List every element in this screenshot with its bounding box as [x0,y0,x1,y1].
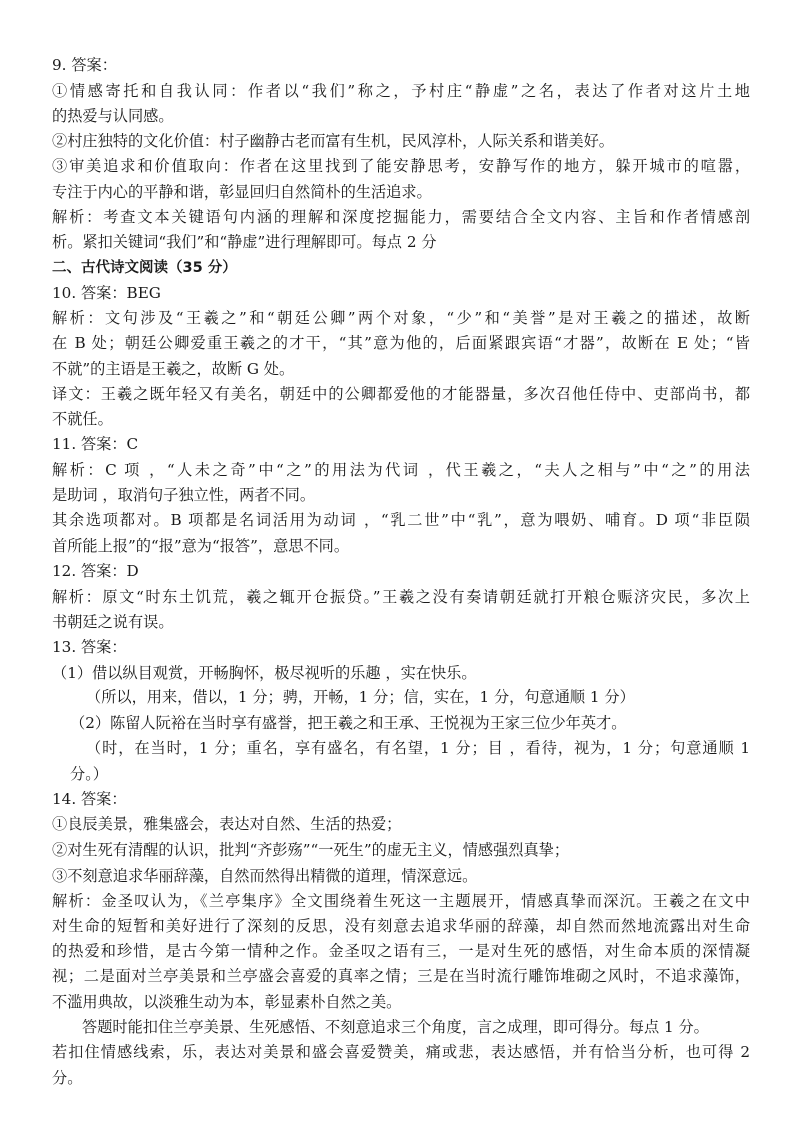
text-line: 不就任。 [52,410,113,428]
text-line: 专注于内心的平静和谐，彰显回归自然简朴的生活追求。 [52,183,432,201]
text-line: 首所能上报”的“报”意为“报答”，意思不同。 [52,537,350,555]
text-line: 的热爱与认同感。 [52,107,174,125]
text-line: 是助词 ，取消句子独立性，两者不同。 [52,486,316,504]
text-line: （2）陈留人阮裕在当时享有盛誉，把王羲之和王承、王悦视为王家三位少年英才。 [70,714,627,732]
text-line: 解析：C 项 ，“人未之奇”中“之”的用法为代词 ，代王羲之，“夫人之相与”中“之”的用法 [52,461,750,479]
text-line: 视；二是面对兰亭美景和兰亭盛会喜爱的真率之情；三是在当时流行雕饰堆砌之风时，不追求藻饰， [52,967,750,985]
text-line: 9. 答案： [52,56,117,74]
text-line: （1）借以纵目观赏，开畅胸怀，极尽视听的乐趣 ，实在快乐。 [52,664,477,682]
section-heading: 二、古代诗文阅读（35 分） [52,260,237,276]
text-line: ③审美追求和价值取向：作者在这里找到了能安静思考，安静写作的地方，躲开城市的喧嚣， [52,157,750,175]
text-line: 不就”的主语是王羲之，故断 G 处。 [52,360,295,378]
text-line: 分。） [70,765,108,783]
text-line: （所以，用来，借以，1 分；骋，开畅，1 分；信，实在，1 分，句意通顺 1 分） [86,688,635,706]
text-line: 14. 答案： [52,790,127,808]
text-line: 13. 答案： [52,638,127,656]
text-line: 解析：文句涉及“王羲之”和“朝廷公卿”两个对象，“少”和“美誉”是对王羲之的描述，故断 [52,309,750,327]
text-line: 解析：考查文本关键语句内涵的理解和深度挖掘能力，需要结合全文内容、主旨和作者情感剖 [52,208,750,226]
text-line: ③不刻意追求华丽辞藻，自然而然得出精微的道理，情深意远。 [52,867,478,885]
text-line: 在 B 处；朝廷公卿爱重王羲之的才干，“其”意为他的，后面紧跟宾语“才器”，故断在 E 处；“皆 [52,334,750,352]
text-line: 12. 答案：D [52,562,139,580]
text-line: （时，在当时，1 分；重名，享有盛名，有名望，1 分；目 ，看待，视为，1 分；句意通顺 1 [86,739,750,757]
text-line: 的热爱和珍惜，是古今第一情种之作。金圣叹之语有三，一是对生死的感悟，对生命本质的深情凝 [52,942,750,960]
text-line: 译文：王羲之既年轻又有美名，朝廷中的公卿都爱他的才能器量，多次召他任侍中、吏部尚书，都 [52,385,750,403]
text-line: 书朝廷之说有误。 [52,613,174,631]
text-line: 解析：金圣叹认为，《兰亭集序》全文围绕着生死这一主题展开，情感真挚而深沉。王羲之在文中 [52,892,750,910]
text-line: ①情感寄托和自我认同：作者以“我们”称之，予村庄“静虚”之名，表达了作者对这片土地 [52,82,750,100]
text-line: 11. 答案：C [52,435,139,453]
text-line: ②对生死有清醒的认识，批判“齐彭殇”“一死生”的虚无主义，情感强烈真挚； [52,841,570,859]
text-line: ②村庄独特的文化价值：村子幽静古老而富有生机，民风淳朴，人际关系和谐美好。 [52,132,614,150]
text-line: 析。紧扣关键词“我们”和“静虚”进行理解即可。每点 2 分 [52,233,437,251]
text-line: 不滥用典故，以淡雅生动为本，彰显素朴自然之美。 [52,993,402,1011]
text-line: ①良辰美景，雅集盛会，表达对自然、生活的热爱； [52,815,402,833]
text-line: 若扣住情感线索，乐，表达对美景和盛会喜爱赞美，痛或悲，表达感悟，并有恰当分析，也可得 2 [52,1043,750,1061]
text-line: 解析：原文“时东土饥荒，羲之辄开仓振贷。”王羲之没有奏请朝廷就打开粮仓赈济灾民，多次上 [52,588,750,606]
text-line: 10. 答案：BEG [52,284,161,302]
text-line: 其余选项都对。B 项都是名词活用为动词 ，“乳二世”中“乳”，意为喂奶、哺育。D 项“非臣陨 [52,511,750,529]
text-line: 对生命的短暂和美好进行了深刻的反思，没有刻意去追求华丽的辞藻，却自然而然地流露出对生命 [52,917,750,935]
text-line: 分。 [52,1069,83,1087]
text-line: 答题时能扣住兰亭美景、生死感悟、不刻意追求三个角度，言之成理，即可得分。每点 1 分。 [82,1018,709,1036]
